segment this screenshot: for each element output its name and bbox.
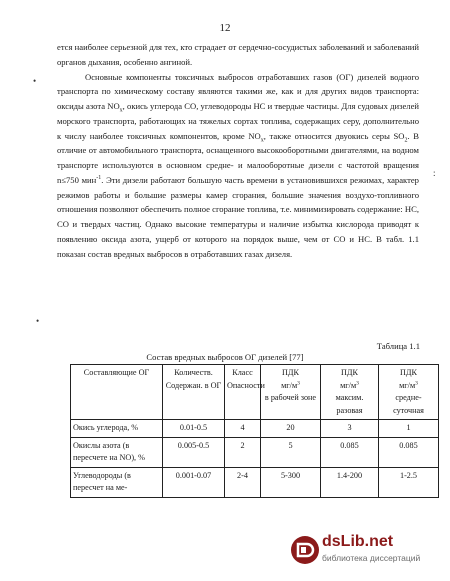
cell-amount: 0.001-0.07	[163, 467, 225, 497]
header-class: Класс Опасности	[225, 365, 261, 420]
cell-pdk-max: 0.085	[321, 437, 379, 467]
header-amount: Количеств. Содержан. в ОГ	[163, 365, 225, 420]
cell-pdk-daily: 0.085	[379, 437, 439, 467]
cell-pdk-max: 3	[321, 420, 379, 438]
cell-pdk-max: 1.4-200	[321, 467, 379, 497]
cell-amount: 0.01-0.5	[163, 420, 225, 438]
paragraph: Основные компоненты токсичных выбросов отработавших газов (ОГ) дизелей водного транспорта по химическому составу являются такими же, как и для других видов транспорта: оксиды азота $NO_x$, окись углерода CO, углеводороды HC и твердые частицы. Для судовых дизелей морского транспорта, работающих на тяжелых сортах топлива, содержащих серу, дополнительно к числу наиболее токсичных компонентов, кроме $NO_x$, также относится двуокись серы $SO_2$. В отличие от автомобильного транспорта, оснащенного высокооборотными двигателями, на водном транспорте используются в основном средне- и малооборотные дизели с частотой вращения n≤750 мин$^{-1}$. Эти дизели работают большую часть времени в установившихся режимах, характер режимов работы и большие размеры камер сгорания, большие значения воздухо-топливного отношения позволяют обеспечить полное сгорание топлива, т.е. минимизировать содержание: HC, CO и твердых частиц. Однако высокие температуры и наличие избытка кислорода приводят к появлению оксида азота, ущерб от которого на порядок выше, чем от CO и HC. В табл. 1.1 показан состав вредных выбросов в отработавших газах дизеля.	[57, 71, 420, 259]
margin-mark: :	[433, 168, 436, 178]
cell-class: 4	[225, 420, 261, 438]
cell-pdk-daily: 1-2.5	[379, 467, 439, 497]
watermark-subtitle: библиотека диссертаций	[322, 553, 421, 563]
watermark-site: dsLib.net	[322, 533, 394, 550]
table-title: Состав вредных выбросов ОГ дизелей [77]	[146, 352, 304, 362]
header-pdk-work: ПДК $мг/м^3$ в рабочей зоне	[261, 365, 321, 420]
body-text	[57, 40, 419, 261]
cell-class: 2-4	[225, 467, 261, 497]
cell-pdk-work: 5-300	[261, 467, 321, 497]
watermark[interactable]	[290, 533, 440, 569]
header-pdk-daily: ПДК $мг/м^3$ средне-суточная	[379, 365, 439, 420]
cell-component: Окислы азота (в пересчете на NO), %	[71, 437, 163, 467]
paragraph: ется наиболее серьезной для тех, кто страдает от сердечно-сосудистых заболеваний и заболеваний органов дыхания, особенно ангиной.	[57, 42, 419, 67]
table-row	[71, 437, 439, 467]
cell-component: Окись углерода, %	[71, 420, 163, 438]
cell-component: Углеводороды (в пересчет на ме-	[71, 467, 163, 497]
cell-pdk-daily: 1	[379, 420, 439, 438]
emissions-table	[70, 364, 439, 498]
cell-pdk-work: 5	[261, 437, 321, 467]
table-row	[71, 467, 439, 497]
cell-amount: 0.005-0.5	[163, 437, 225, 467]
dslib-logo-icon	[290, 535, 320, 565]
header-pdk-max: ПДК $мг/м^3$ максим. разовая	[321, 365, 379, 420]
table-label: Таблица 1.1	[376, 341, 420, 351]
margin-mark: •	[33, 76, 37, 86]
header-component: Составляющие ОГ	[71, 365, 163, 420]
table-row	[71, 420, 439, 438]
margin-mark: •	[36, 316, 40, 326]
cell-class: 2	[225, 437, 261, 467]
page-number: 12	[219, 22, 231, 34]
cell-pdk-work: 20	[261, 420, 321, 438]
table-header-row	[71, 365, 439, 420]
